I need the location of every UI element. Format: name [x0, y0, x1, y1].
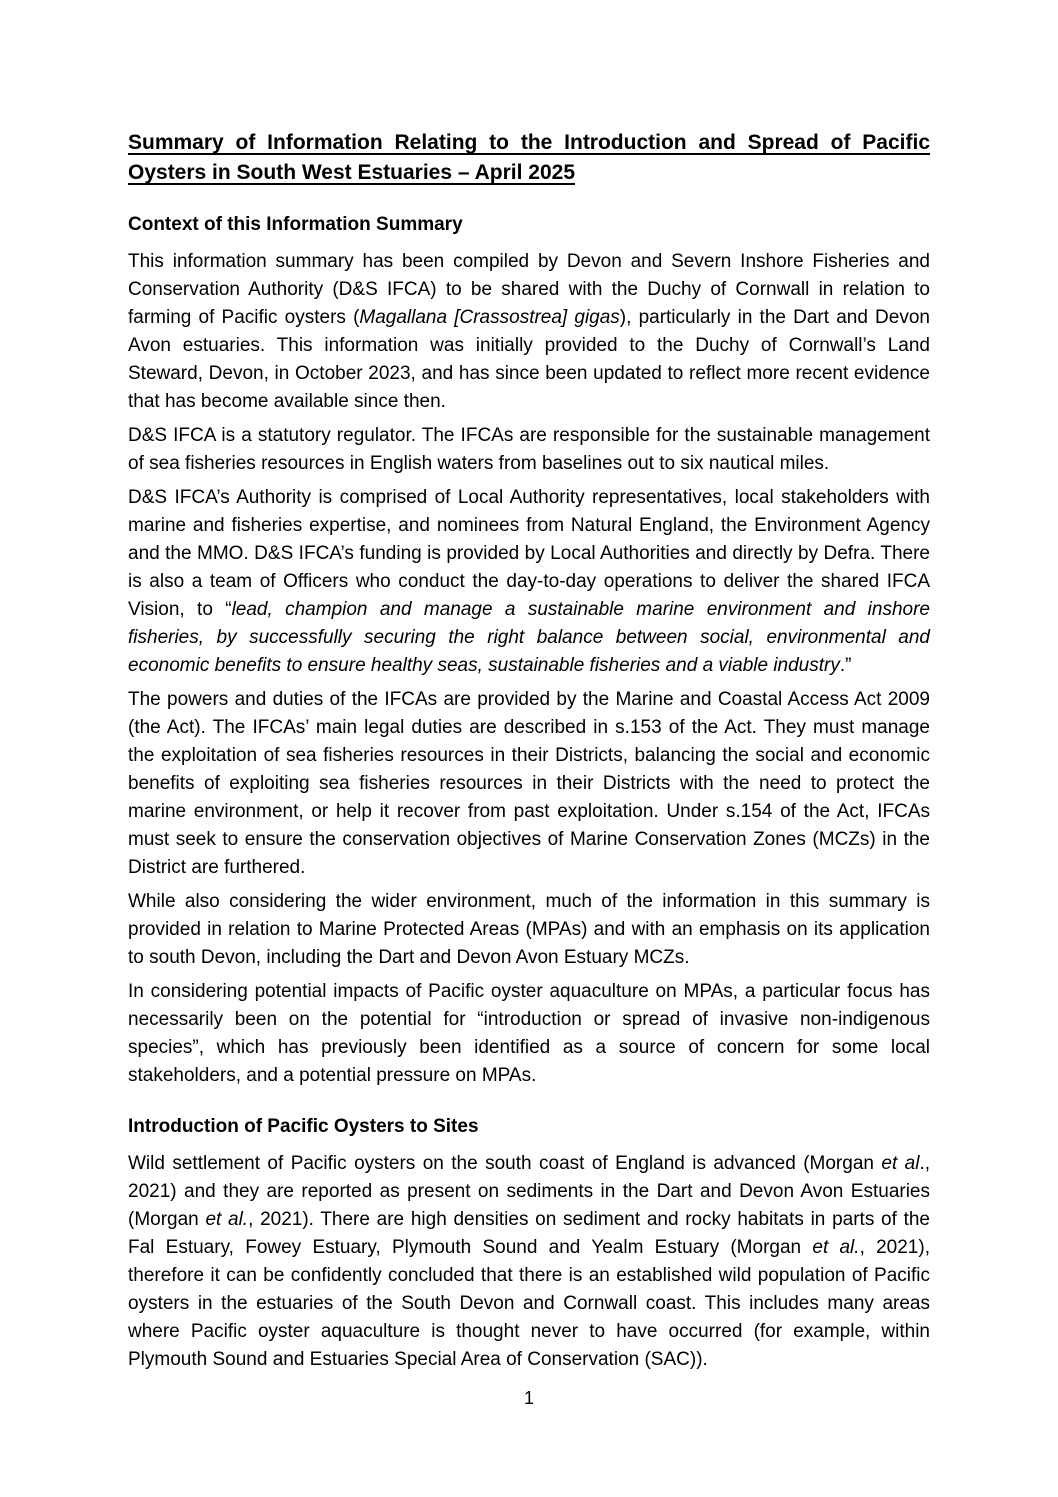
paragraph: This information summary has been compiled by Devon and Severn Inshore Fisheries and Conservation Authority (D&S IFCA) to be shared with the Duchy of Cornwall in relation to farming of Pacific oysters (Magallana [Crassostrea] gigas), particularly in the Dart and Devon Avon estuaries. This information was initially provided to the Duchy of Cornwall’s Land Steward, Devon, in October 2023, and has since been updated to reflect more recent evidence that has become available since then. [128, 251, 930, 412]
paragraph: The powers and duties of the IFCAs are provided by the Marine and Coastal Access Act 2009 (the Act). The IFCAs’ main legal duties are described in s.153 of the Act. They must manage the exploitation of sea fisheries resources in their Districts, balancing the social and economic benefits of exploiting sea fisheries resources in their Districts with the need to protect the marine environment, or help it recover from past exploitation. Under s.154 of the Act, IFCAs must seek to ensure the conservation objectives of Marine Conservation Zones (MCZs) in the District are furthered. [128, 689, 930, 878]
paragraph: Wild settlement of Pacific oysters on the south coast of England is advanced (Morgan et al., 2021) and they are reported as present on sediments in the Dart and Devon Avon Estuaries (Morgan et al., 2021). There are high densities on sediment and rocky habitats in parts of the Fal Estuary, Fowey Estuary, Plymouth Sound and Yealm Estuary (Morgan et al., 2021), therefore it can be confidently concluded that there is an established wild population of Pacific oysters in the estuaries of the South Devon and Cornwall coast. This includes many areas where Pacific oyster aquaculture is thought never to have occurred (for example, within Plymouth Sound and Estuaries Special Area of Conservation (SAC)). [128, 1153, 930, 1370]
section-heading-introduction-of-pacific-oysters: Introduction of Pacific Oysters to Sites [128, 1116, 479, 1137]
paragraph: D&S IFCA is a statutory regulator. The IFCAs are responsible for the sustainable management of sea fisheries resources in English waters from baselines out to six nautical miles. [128, 425, 930, 474]
document-title: Summary of Information Relating to the Introduction and Spread of Pacific Oysters in South West Estuaries – April 2025 [128, 131, 930, 184]
paragraph: In considering potential impacts of Pacific oyster aquaculture on MPAs, a particular focus has necessarily been on the potential for “introduction or spread of invasive non-indigenous species”, which has previously been identified as a source of concern for some local stakeholders, and a potential pressure on MPAs. [128, 981, 930, 1086]
paragraph: While also considering the wider environment, much of the information in this summary is provided in relation to Marine Protected Areas (MPAs) and with an emphasis on its application to south Devon, including the Dart and Devon Avon Estuary MCZs. [128, 891, 930, 968]
document-content [128, 128, 930, 1380]
paragraph: D&S IFCA’s Authority is comprised of Local Authority representatives, local stakeholders with marine and fisheries expertise, and nominees from Natural England, the Environment Agency and the MMO. D&S IFCA’s funding is provided by Local Authorities and directly by Defra. There is also a team of Officers who conduct the day-to-day operations to deliver the shared IFCA Vision, to “lead, champion and manage a sustainable marine environment and inshore fisheries, by successfully securing the right balance between social, environmental and economic benefits to ensure healthy seas, sustainable fisheries and a viable industry.” [128, 487, 930, 676]
page-number: 1 [523, 1388, 534, 1408]
section-heading-context: Context of this Information Summary [128, 214, 463, 235]
